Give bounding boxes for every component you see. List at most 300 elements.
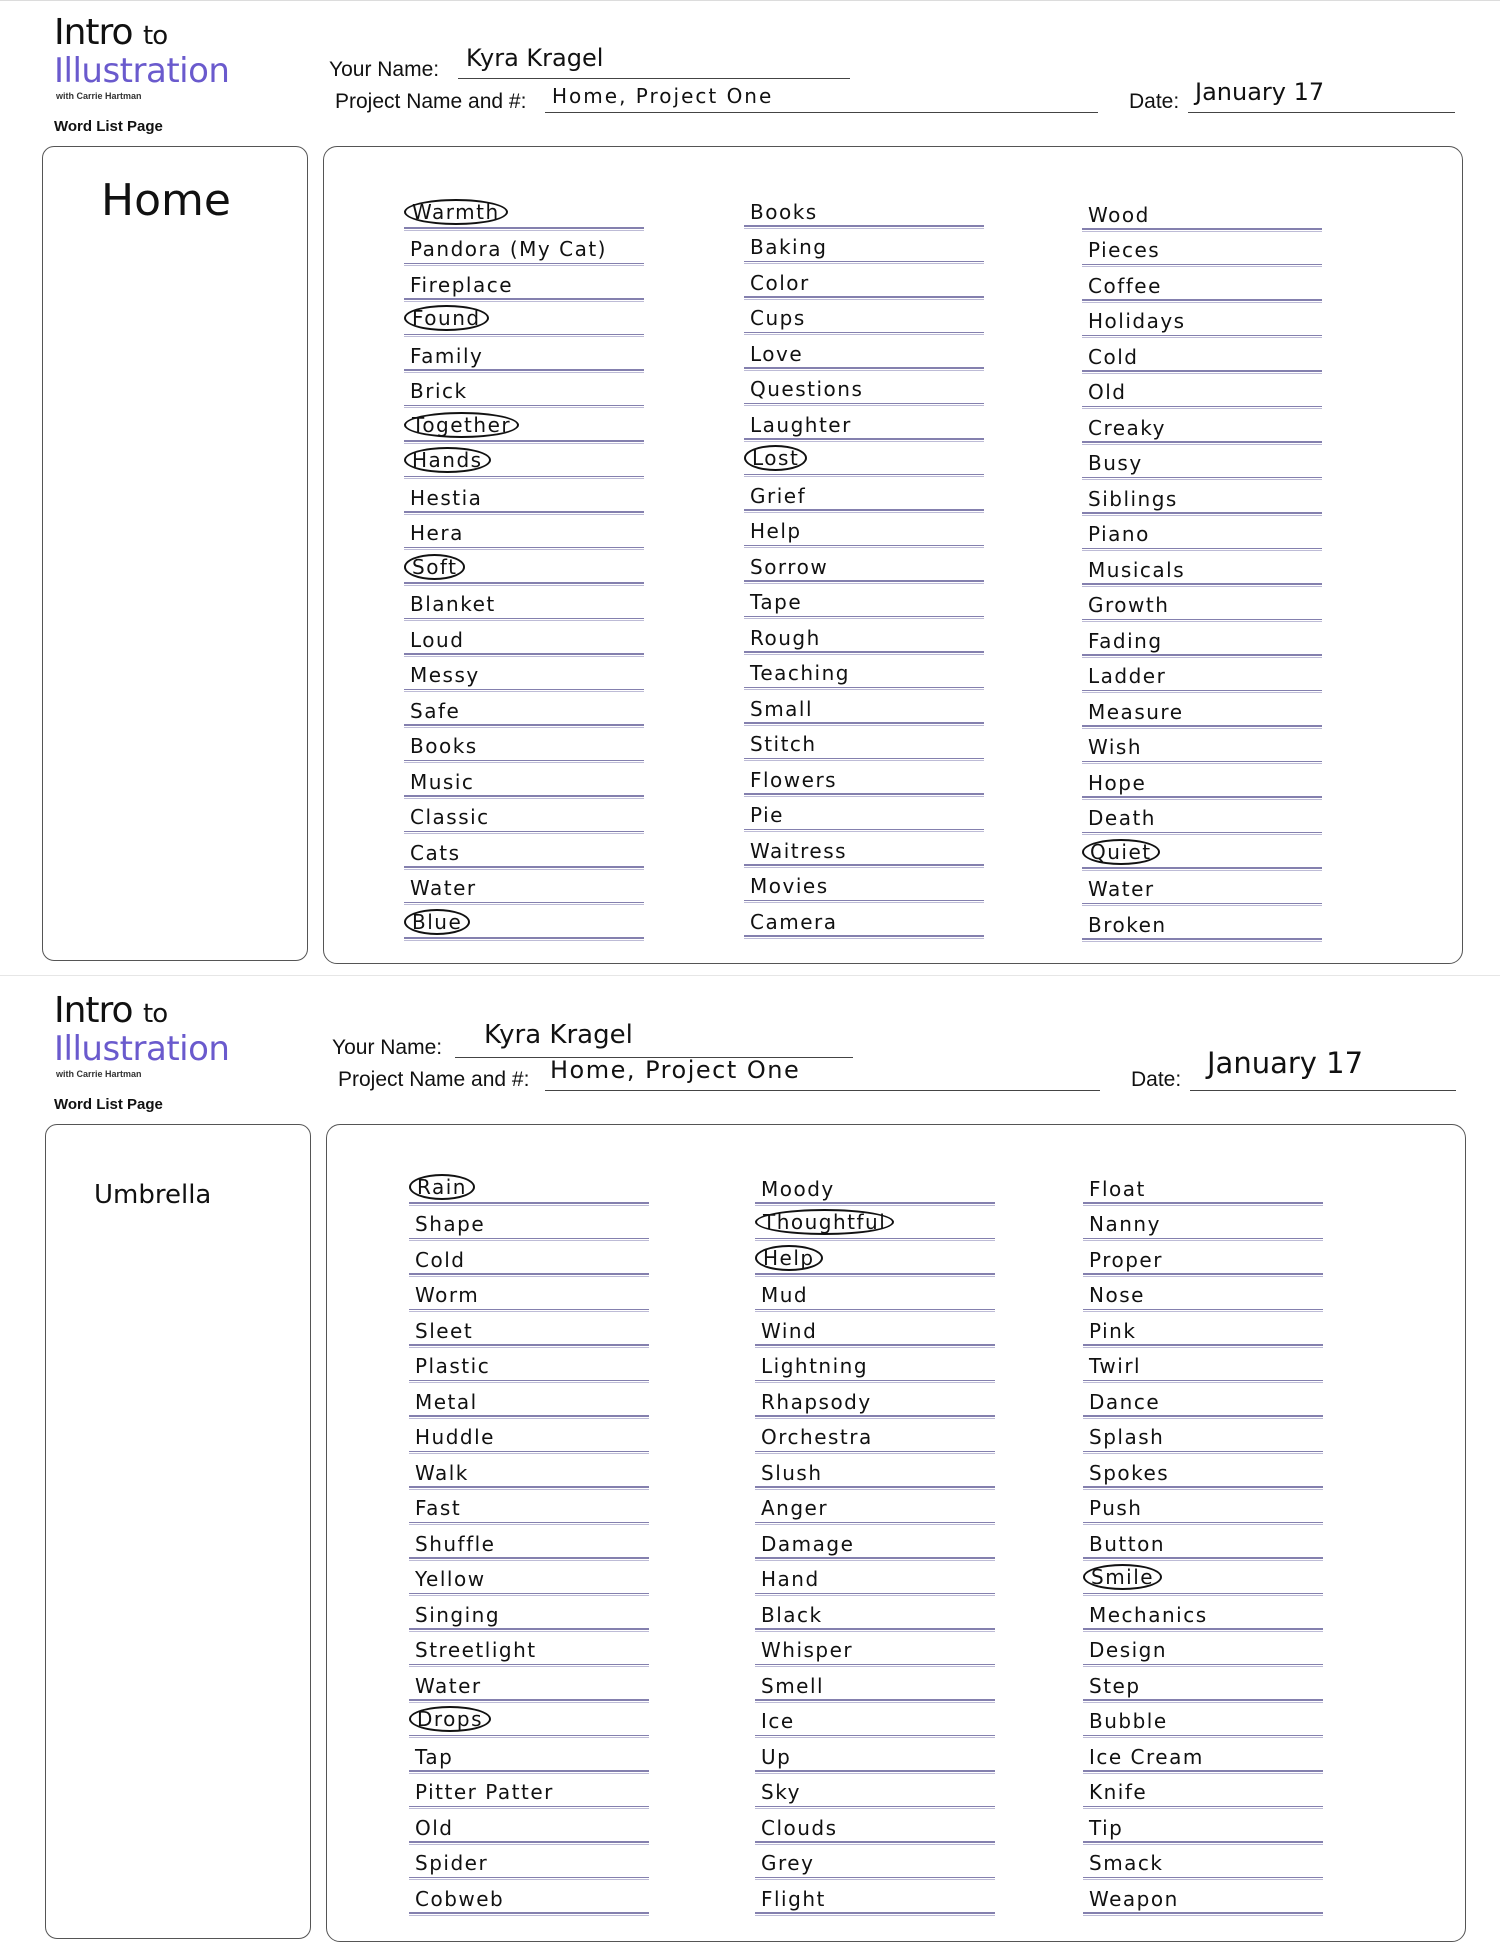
name-value[interactable]: Kyra Kragel <box>484 1020 633 1050</box>
word-underline <box>755 1806 995 1808</box>
word-underline <box>404 618 644 620</box>
project-underline <box>545 1090 1100 1091</box>
word-underline-shadow <box>755 1524 995 1525</box>
word-underline-shadow <box>1082 621 1322 622</box>
word-row <box>744 904 984 940</box>
word-row <box>404 480 644 516</box>
word-text: Huddle <box>415 1425 495 1449</box>
word-underline-shadow <box>409 1666 649 1667</box>
word-underline <box>404 760 644 762</box>
word-underline-shadow <box>404 585 644 586</box>
word-text: Creaky <box>1088 415 1167 440</box>
word-row <box>1083 1491 1323 1527</box>
word-underline <box>1083 1273 1323 1275</box>
word-underline-shadow <box>755 1347 995 1348</box>
word-row <box>755 1420 995 1456</box>
word-row <box>409 1668 649 1704</box>
word-underline-shadow <box>409 1773 649 1774</box>
word-row <box>755 1491 995 1527</box>
word-underline-shadow <box>755 1453 995 1454</box>
word-underline-shadow <box>744 441 984 442</box>
word-underline <box>1083 1202 1323 1204</box>
word-underline-shadow <box>404 762 644 763</box>
word-underline <box>755 1877 995 1879</box>
word-text: Messy <box>410 663 480 687</box>
date-value[interactable]: January 17 <box>1195 78 1325 106</box>
word-underline <box>1082 512 1322 514</box>
word-underline-shadow <box>744 512 984 513</box>
circled-word: Blue <box>404 909 470 935</box>
word-underline-shadow <box>1082 834 1322 835</box>
date-underline <box>1188 112 1455 113</box>
word-row <box>409 1881 649 1917</box>
word-text: Old <box>415 1815 454 1840</box>
circled-word: Warmth <box>404 199 508 225</box>
word-underline-shadow <box>1083 1560 1323 1561</box>
word-row <box>1082 197 1322 233</box>
word-row <box>1083 1455 1323 1491</box>
circled-word: Rain <box>409 1174 475 1200</box>
word-text: Brick <box>410 379 468 403</box>
word-row <box>404 800 644 836</box>
word-underline-shadow <box>1082 586 1322 587</box>
word-row <box>755 1633 995 1669</box>
word-text: Design <box>1089 1638 1168 1662</box>
word-underline-shadow <box>1083 1311 1323 1312</box>
word-row <box>404 303 644 339</box>
word-underline <box>755 1451 995 1453</box>
word-text: Clouds <box>761 1815 838 1840</box>
word-underline <box>404 724 644 726</box>
word-underline-shadow <box>409 1382 649 1383</box>
word-underline <box>404 511 644 513</box>
word-underline <box>1082 370 1322 372</box>
word-underline-shadow <box>1083 1382 1323 1383</box>
word-row <box>1082 233 1322 269</box>
word-underline <box>409 1309 649 1311</box>
word-underline <box>744 651 984 653</box>
word-row <box>755 1881 995 1917</box>
word-underline <box>1083 1628 1323 1630</box>
word-row <box>1083 1562 1323 1598</box>
word-text: Hope <box>1088 770 1147 795</box>
word-row <box>744 407 984 443</box>
word-row <box>409 1775 649 1811</box>
word-underline-shadow <box>409 1524 649 1525</box>
word-row <box>409 1242 649 1278</box>
word-text: Movies <box>750 874 829 898</box>
word-text: Button <box>1089 1531 1165 1556</box>
word-underline <box>1082 264 1322 266</box>
word-text: Dance <box>1089 1389 1161 1414</box>
word-underline-shadow <box>1082 373 1322 374</box>
date-label: Date: <box>1129 90 1180 113</box>
word-text: Questions <box>750 377 864 401</box>
word-text: Damage <box>761 1531 855 1556</box>
word-text: Tip <box>1089 1815 1124 1840</box>
word-underline-shadow <box>409 1347 649 1348</box>
word-underline-shadow <box>755 1666 995 1667</box>
word-row <box>1082 623 1322 659</box>
word-text: Musicals <box>1088 557 1186 582</box>
word-underline-shadow <box>404 549 644 550</box>
word-row <box>1083 1242 1323 1278</box>
word-text: Flowers <box>750 767 838 792</box>
circled-word: Hands <box>404 447 491 473</box>
word-text: Push <box>1089 1496 1143 1520</box>
word-text: Spokes <box>1089 1460 1170 1485</box>
word-row <box>755 1455 995 1491</box>
word-underline <box>409 1806 649 1808</box>
logo-illustration: Illustration <box>54 51 230 91</box>
word-text: Sorrow <box>750 554 829 579</box>
word-underline-shadow <box>1083 1631 1323 1632</box>
word-row <box>755 1384 995 1420</box>
word-text: Cold <box>415 1247 466 1272</box>
project-label: Project Name and #: <box>338 1068 530 1091</box>
word-underline <box>755 1628 995 1630</box>
word-text: Siblings <box>1088 486 1178 511</box>
word-underline <box>755 1273 995 1275</box>
word-row <box>1083 1846 1323 1882</box>
word-column-1 <box>409 1171 649 1917</box>
word-underline-shadow <box>755 1311 995 1312</box>
word-text: Camera <box>750 909 838 934</box>
word-underline <box>1082 903 1322 905</box>
word-text: Pink <box>1089 1318 1137 1343</box>
word-underline-shadow <box>1083 1240 1323 1241</box>
word-underline <box>1082 832 1322 834</box>
word-underline-shadow <box>744 867 984 868</box>
page-label: Word List Page <box>54 118 163 135</box>
word-row <box>755 1739 995 1775</box>
word-text: Hera <box>410 521 464 545</box>
word-underline <box>755 1593 995 1595</box>
word-row <box>1083 1313 1323 1349</box>
word-text: Whisper <box>761 1638 854 1662</box>
word-row <box>409 1171 649 1207</box>
word-underline <box>744 935 984 937</box>
word-row <box>404 764 644 800</box>
word-underline-shadow <box>404 940 644 941</box>
word-text: Slush <box>761 1460 823 1485</box>
word-row <box>755 1846 995 1882</box>
word-row <box>755 1668 995 1704</box>
word-column-3 <box>1082 197 1322 943</box>
word-underline-shadow <box>1083 1595 1323 1596</box>
word-underline-shadow <box>744 405 984 406</box>
word-text: Sleet <box>415 1318 474 1343</box>
word-row <box>1083 1207 1323 1243</box>
word-text: Streetlight <box>415 1638 537 1662</box>
word-underline <box>744 793 984 795</box>
word-row <box>744 585 984 621</box>
topic-box <box>45 1124 311 1939</box>
word-row <box>1083 1739 1323 1775</box>
word-row <box>755 1810 995 1846</box>
word-text: Shape <box>415 1212 486 1236</box>
word-row <box>1082 836 1322 872</box>
word-underline-shadow <box>1083 1205 1323 1206</box>
word-underline-shadow <box>409 1915 649 1916</box>
date-value[interactable]: January 17 <box>1207 1046 1364 1080</box>
name-value[interactable]: Kyra Kragel <box>466 44 604 72</box>
word-underline-shadow <box>1083 1702 1323 1703</box>
word-underline <box>744 829 984 831</box>
word-row <box>1083 1881 1323 1917</box>
word-underline <box>1082 477 1322 479</box>
word-row <box>755 1597 995 1633</box>
word-underline <box>404 937 644 939</box>
word-underline-shadow <box>755 1560 995 1561</box>
word-row <box>744 691 984 727</box>
logo-intro: Intro <box>54 990 133 1031</box>
word-row <box>755 1704 995 1740</box>
project-value[interactable]: Home, Project One <box>552 84 774 108</box>
word-underline <box>744 438 984 440</box>
word-underline <box>744 900 984 902</box>
word-underline <box>1082 725 1322 727</box>
word-underline <box>409 1522 649 1524</box>
word-underline-shadow <box>1082 799 1322 800</box>
word-underline-shadow <box>1083 1808 1323 1809</box>
topic-word: Home <box>101 175 231 226</box>
word-underline <box>755 1344 995 1346</box>
word-row <box>404 196 644 232</box>
word-underline-shadow <box>404 904 644 905</box>
word-text: Cups <box>750 306 806 330</box>
word-underline-shadow <box>755 1773 995 1774</box>
word-underline-shadow <box>409 1879 649 1880</box>
word-text: Ice <box>761 1709 795 1733</box>
word-text: Cold <box>1088 344 1139 369</box>
word-underline-shadow <box>744 831 984 832</box>
topic-box <box>42 146 308 961</box>
word-row <box>404 374 644 410</box>
word-row <box>744 549 984 585</box>
word-text: Teaching <box>750 661 850 685</box>
word-row <box>1082 730 1322 766</box>
word-underline-shadow <box>1082 515 1322 516</box>
word-underline <box>755 1664 995 1666</box>
word-row <box>755 1349 995 1385</box>
word-underline <box>404 795 644 797</box>
word-row <box>744 656 984 692</box>
word-underline-shadow <box>1083 1666 1323 1667</box>
word-row <box>1082 375 1322 411</box>
word-underline <box>755 1735 995 1737</box>
word-row <box>755 1207 995 1243</box>
word-text: Pie <box>750 803 784 827</box>
intro-to-illustration-logo <box>54 14 254 101</box>
word-underline-shadow <box>409 1560 649 1561</box>
word-underline <box>409 1841 649 1843</box>
word-text: Fireplace <box>410 272 514 297</box>
word-underline <box>409 1202 649 1204</box>
word-text: Tap <box>415 1744 454 1769</box>
word-underline <box>755 1486 995 1488</box>
word-underline <box>409 1451 649 1453</box>
word-underline-shadow <box>404 620 644 621</box>
word-underline <box>1082 654 1322 656</box>
word-text: Hestia <box>410 485 483 510</box>
word-text: Busy <box>1088 451 1143 475</box>
word-row <box>755 1313 995 1349</box>
word-underline <box>1082 335 1322 337</box>
word-text: Loud <box>410 627 465 652</box>
word-text: Water <box>410 876 477 900</box>
word-underline-shadow <box>404 230 644 231</box>
word-row <box>404 729 644 765</box>
word-underline <box>1082 761 1322 763</box>
word-text: Old <box>1088 380 1127 404</box>
word-row <box>409 1278 649 1314</box>
word-text: Mechanics <box>1089 1602 1208 1627</box>
word-text: Waitress <box>750 838 848 863</box>
word-underline-shadow <box>409 1489 649 1490</box>
word-underline <box>1083 1699 1323 1701</box>
word-underline-shadow <box>404 478 644 479</box>
word-underline-shadow <box>755 1631 995 1632</box>
word-underline-shadow <box>1083 1453 1323 1454</box>
project-value[interactable]: Home, Project One <box>550 1056 801 1084</box>
word-row <box>404 906 644 942</box>
word-underline <box>404 405 644 407</box>
sheet-separator <box>0 975 1500 976</box>
word-text: Books <box>410 734 478 758</box>
word-underline <box>409 1238 649 1240</box>
word-text: Twirl <box>1089 1354 1142 1378</box>
word-row <box>1083 1597 1323 1633</box>
word-underline-shadow <box>409 1418 649 1419</box>
word-text: Ice Cream <box>1089 1744 1204 1769</box>
word-underline <box>1083 1841 1323 1843</box>
word-row <box>1082 765 1322 801</box>
word-underline <box>409 1877 649 1879</box>
word-underline <box>404 866 644 868</box>
word-underline-shadow <box>744 725 984 726</box>
word-underline-shadow <box>409 1844 649 1845</box>
word-row <box>744 336 984 372</box>
word-underline-shadow <box>1082 337 1322 338</box>
word-underline <box>1083 1735 1323 1737</box>
word-underline-shadow <box>744 902 984 903</box>
word-row <box>404 871 644 907</box>
word-underline-shadow <box>1083 1418 1323 1419</box>
word-row <box>1082 694 1322 730</box>
word-underline-shadow <box>755 1844 995 1845</box>
word-text: Smell <box>761 1673 825 1698</box>
word-underline <box>1082 796 1322 798</box>
word-row <box>409 1739 649 1775</box>
circled-word: Quiet <box>1082 839 1160 865</box>
word-underline-shadow <box>1082 905 1322 906</box>
word-underline <box>1082 583 1322 585</box>
word-text: Cats <box>410 840 461 865</box>
word-list-box <box>326 1124 1466 1942</box>
word-row <box>1082 446 1322 482</box>
circled-word: Help <box>755 1245 823 1271</box>
word-underline <box>404 476 644 478</box>
word-underline-shadow <box>1083 1489 1323 1490</box>
word-list-sheet-home <box>0 0 1500 972</box>
word-underline <box>409 1770 649 1772</box>
word-row <box>409 1491 649 1527</box>
word-row <box>1083 1420 1323 1456</box>
name-underline <box>458 78 850 79</box>
word-text: Coffee <box>1088 273 1162 298</box>
name-label: Your Name: <box>332 1036 443 1059</box>
word-underline <box>744 403 984 405</box>
word-text: Float <box>1089 1176 1146 1201</box>
word-text: Music <box>410 769 475 794</box>
word-row <box>744 443 984 479</box>
word-underline <box>1082 867 1322 869</box>
topic-word: Umbrella <box>94 1180 212 1210</box>
word-row <box>1083 1171 1323 1207</box>
word-underline <box>1083 1557 1323 1559</box>
word-underline <box>1083 1451 1323 1453</box>
word-underline-shadow <box>1082 692 1322 693</box>
word-underline <box>744 545 984 547</box>
word-underline <box>409 1380 649 1382</box>
word-underline-shadow <box>409 1205 649 1206</box>
word-row <box>404 658 644 694</box>
word-underline <box>744 261 984 263</box>
word-underline <box>1082 441 1322 443</box>
word-underline <box>755 1415 995 1417</box>
word-underline-shadow <box>744 618 984 619</box>
word-underline-shadow <box>404 833 644 834</box>
word-underline <box>1083 1486 1323 1488</box>
word-text: Flight <box>761 1886 826 1911</box>
word-underline-shadow <box>755 1737 995 1738</box>
word-row <box>404 409 644 445</box>
word-underline-shadow <box>404 727 644 728</box>
word-row <box>404 232 644 268</box>
word-text: Pitter Patter <box>415 1780 554 1804</box>
word-underline-shadow <box>744 938 984 939</box>
word-underline <box>744 509 984 511</box>
word-underline-shadow <box>1083 1737 1323 1738</box>
word-text: Fading <box>1088 628 1163 653</box>
word-underline-shadow <box>409 1595 649 1596</box>
word-underline-shadow <box>1083 1844 1323 1845</box>
word-text: Walk <box>415 1460 469 1485</box>
word-underline <box>744 758 984 760</box>
word-text: Books <box>750 199 818 224</box>
word-underline-shadow <box>409 1808 649 1809</box>
word-underline <box>409 1699 649 1701</box>
word-text: Yellow <box>415 1567 486 1591</box>
word-text: Tape <box>750 590 803 614</box>
word-text: Sky <box>761 1780 801 1804</box>
word-row <box>755 1562 995 1598</box>
word-row <box>744 372 984 408</box>
word-underline <box>1083 1877 1323 1879</box>
logo-to: to <box>143 21 168 51</box>
word-row <box>409 1207 649 1243</box>
word-underline-shadow <box>1082 444 1322 445</box>
word-text: Nose <box>1089 1283 1145 1307</box>
word-text: Singing <box>415 1602 501 1627</box>
word-underline-shadow <box>409 1737 649 1738</box>
word-text: Orchestra <box>761 1425 873 1449</box>
word-row <box>744 762 984 798</box>
word-underline-shadow <box>1082 479 1322 480</box>
project-underline <box>545 112 1098 113</box>
word-text: Up <box>761 1744 792 1769</box>
